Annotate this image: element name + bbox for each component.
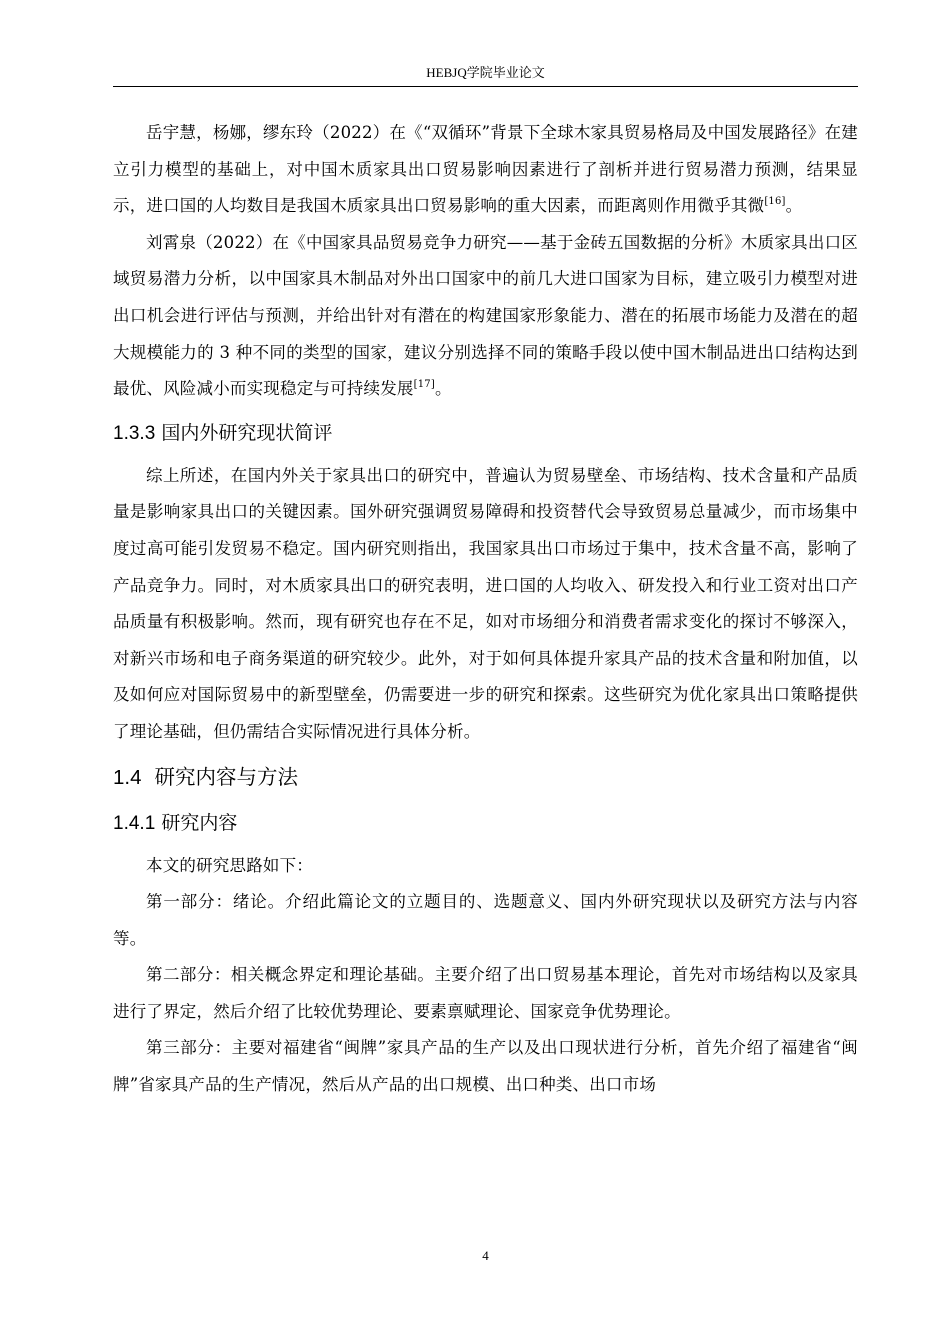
page-number: 4 [482,1248,489,1263]
header-rule [113,86,858,87]
paragraph-end: 。 [434,379,452,399]
paragraph-research-outline: 本文的研究思路如下： [146,855,313,875]
paragraph-text: 刘霄泉（2022）在《中国家具品贸易竞争力研究——基于金砖五国数据的分析》木质家具出口区域贸易潜力分析，以中国家具木制品对外出口国家中的前几大进口国家为目标，建立吸引力模型对进出口机会进行评估与预测，并给出针对有潜在的构建国家形象能力、潜在的拓展市场能力及潜在的超大规模能力的 3 种不同的类型的国家，建议分别选择不同的策略手段以使中国木制品进出口结构达到最优、风险减小而实现稳定与可持续发展 [113,232,858,399]
section-title: 研究内容 [161,811,238,834]
paragraph-yue-2022 [113,115,858,225]
section-heading-1-4-1 [113,805,858,842]
section-title: 国内外研究现状简评 [161,421,333,444]
section-number: 1.3.3 [113,422,156,444]
paragraph-part-three: 第三部分：主要对福建省“闽牌”家具产品的生产以及出口现状进行分析，首先介绍了福建省“闽牌”省家具产品的生产情况，然后从产品的出口规模、出口种类、出口市场 [113,1038,858,1095]
section-number: 1.4 [113,765,142,789]
section-title: 研究内容与方法 [154,764,299,789]
section-heading-1-4 [113,757,858,798]
paragraph-end: 。 [785,196,803,216]
paragraph-part-one: 第一部分：绪论。介绍此篇论文的立题目的、选题意义、国内外研究现状以及研究方法与内容等。 [113,892,858,948]
section-heading-1-3-3 [113,415,858,452]
section-number: 1.4.1 [113,812,156,834]
paragraph-part-two: 第二部分：相关概念界定和理论基础。主要介绍了出口贸易基本理论，首先对市场结构以及家具进行了界定，然后介绍了比较优势理论、要素禀赋理论、国家竞争优势理论。 [113,965,858,1021]
paragraph-liu-2022 [113,225,858,408]
citation-17: [17] [413,379,435,391]
citation-16: [16] [764,196,786,208]
paragraph-text: 岳宇慧，杨娜，缪东玲（2022）在《“双循环”背景下全球木家具贸易格局及中国发展路径》在建立引力模型的基础上，对中国木质家具出口贸易影响因素进行了剖析并进行贸易潜力预测，结果显示，进口国的人均数目是我国木质家具出口贸易影响的重大因素，而距离则作用微乎其微 [113,123,858,216]
paragraph-review-summary: 综上所述，在国内外关于家具出口的研究中，普遍认为贸易壁垒、市场结构、技术含量和产品质量是影响家具出口的关键因素。国外研究强调贸易障碍和投资替代会导致贸易总量减少，而市场集中度过高可能引发贸易不稳定。国内研究则指出，我国家具出口市场过于集中，技术含量不高，影响了产品竞争力。同时，对木质家具出口的研究表明，进口国的人均收入、研发投入和行业工资对出口产品质量有积极影响。然而，现有研究也存在不足，如对市场细分和消费者需求变化的探讨不够深入，对新兴市场和电子商务渠道的研究较少。此外，对于如何具体提升家具产品的技术含量和附加值，以及如何应对国际贸易中的新型壁垒，仍需要进一步的研究和探索。这些研究为优化家具出口策略提供了理论基础，但仍需结合实际情况进行具体分析。 [113,465,858,741]
page-header: HEBJQ学院毕业论文 [426,65,545,80]
page-body [113,115,858,1104]
